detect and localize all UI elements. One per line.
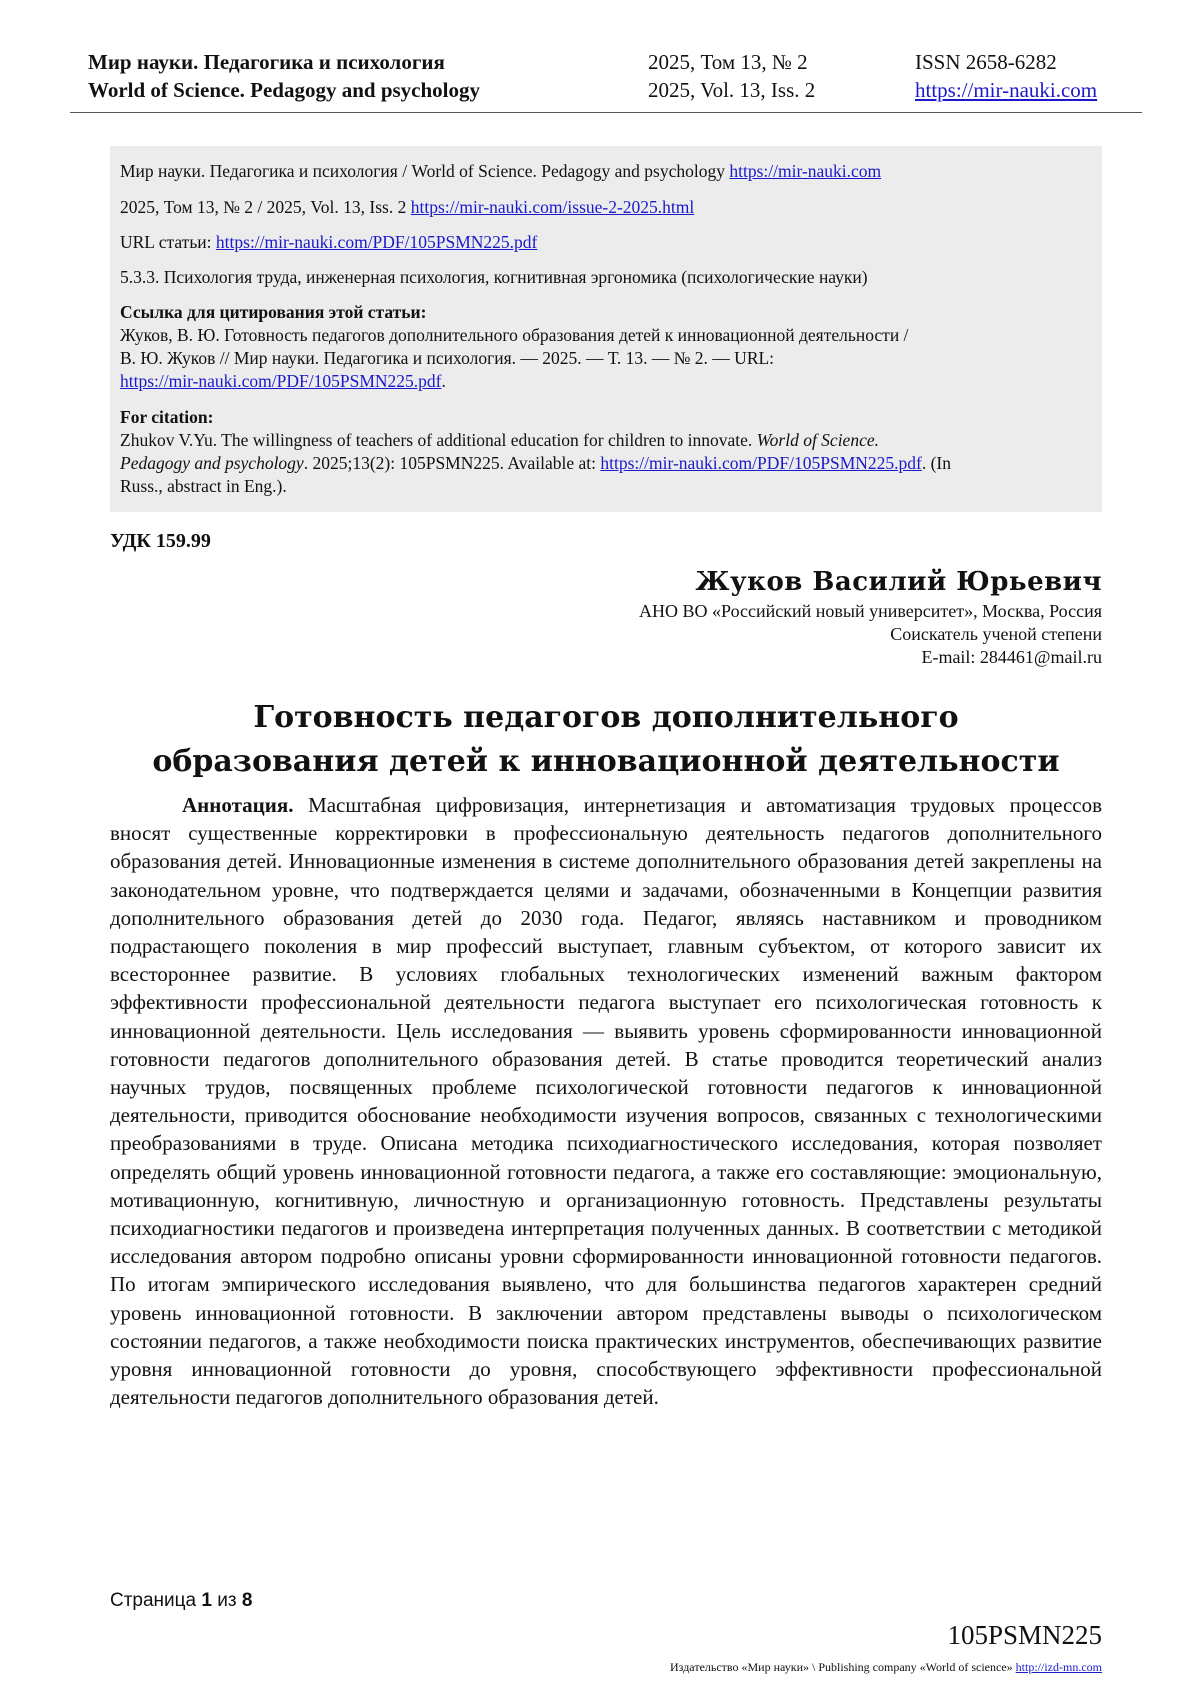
info-issue-link[interactable]: https://mir-nauki.com/issue-2-2025.html (410, 197, 695, 217)
info-article-link[interactable]: https://mir-nauki.com/PDF/105PSMN225.pdf (215, 232, 538, 252)
author-position: Соискатель ученой степени (890, 624, 1102, 644)
abstract-label: Аннотация. (182, 793, 294, 817)
info-journal-link[interactable]: https://mir-nauki.com (729, 161, 882, 181)
info-issue-line: 2025, Том 13, № 2 / 2025, Vol. 13, Iss. 2 https://mir-nauki.com/issue-2-2025.html (120, 197, 695, 217)
info-specialty: 5.3.3. Психология труда, инженерная психология, когнитивная эргономика (психологические науки) (120, 267, 868, 287)
cite-ru-line3: https://mir-nauki.com/PDF/105PSMN225.pdf. (120, 371, 446, 391)
cite-en-line2: Pedagogy and psychology. 2025;13(2): 105PSMN225. Available at: https://mir-nauki.com/PDF/105PSMN225.pdf. (In (120, 453, 952, 473)
cite-ru-heading: Ссылка для цитирования этой статьи: (120, 302, 427, 322)
journal-title-ru: Мир науки. Педагогика и психология (88, 50, 445, 74)
publisher-link[interactable]: http://izd-mn.com (1015, 1660, 1102, 1674)
page-counter: Страница 1 из 8 (110, 1590, 253, 1611)
cite-en-line1: Zhukov V.Yu. The willingness of teachers of additional education for children to innovate. World of Science. (120, 430, 879, 450)
udk-code: УДК 159.99 (110, 530, 211, 552)
cite-ru-line1: Жуков, В. Ю. Готовность педагогов дополнительного образования детей к инновационной деятельности / (120, 325, 909, 345)
cite-en-line3: Russ., abstract in Eng.). (120, 476, 287, 496)
cite-en-link[interactable]: https://mir-nauki.com/PDF/105PSMN225.pdf (600, 453, 922, 473)
journal-site-link[interactable]: https://mir-nauki.com (915, 78, 1098, 102)
info-article-url-line: URL статьи: https://mir-nauki.com/PDF/105PSMN225.pdf (120, 232, 538, 252)
article-title (110, 696, 1102, 784)
article-code: 105PSMN225 (947, 1620, 1102, 1650)
cite-en-heading: For citation: (120, 407, 214, 427)
publisher-line: Издательство «Мир науки» \ Publishing company «World of science» http://izd-mn.com (670, 1660, 1102, 1674)
cite-ru-link[interactable]: https://mir-nauki.com/PDF/105PSMN225.pdf (120, 371, 442, 391)
header-divider (70, 112, 1142, 113)
info-journal-line: Мир науки. Педагогика и психология / World of Science. Pedagogy and psychology https://mir-nauki.com (120, 161, 882, 181)
title-line-2: образования детей к инновационной деятельности (152, 744, 1060, 779)
issue-en: 2025, Vol. 13, Iss. 2 (648, 78, 816, 102)
abstract-text: Масштабная цифровизация, интернетизация и автоматизация трудовых процессов вносят существенные корректировки в профессиональную деятельность педагогов дополнительного образования детей. Инновационные изменения в системе дополнительного образования детей закреплены на законодательном уровне, что подтверждается целями и задачами, обозначенными в Концепции развития дополнительного образования детей до 2030 года. Педагог, являясь наставником и проводником подрастающего поколения в мир профессий выступает, главным субъектом, от которого зависит их всестороннее развитие. В условиях глобальных технологических изменений важным фактором эффективности профессиональной деятельности педагога выступает его психологическая готовность к инновационной деятельности. Цель исследования — выявить уровень сформированности инновационной готовности педагогов дополнительного образования детей. В статье проводится теоретический анализ научных трудов, посвященных проблеме психологической готовности педагогов к инновационной деятельности, приводится обоснование необходимости изучения вопросов, связанных с технологическими преобразованиями в труде. Описана методика психодиагностического исследования, которая позволяет определять общий уровень инновационной готовности педагога, а также его составляющие: эмоциональную, мотивационную, когнитивную, личностную и организационную готовность. Представлены результаты психодиагностики педагогов и произведена интерпретация полученных данных. В соответствии с методикой исследования автором подробно описаны уровни сформированности инновационной готовности педагогов. По итогам эмпирического исследования выявлено, что для большинства педагогов характерен средний уровень инновационной готовности. В заключении автором представлены выводы о психологическом состоянии педагогов, а также необходимости поиска практических инструментов, обеспечивающих развитие уровня инновационной готовности до уровня, способствующего эффективности профессиональной деятельности педагогов дополнительного образования детей. (110, 793, 1103, 1410)
journal-title-en: World of Science. Pedagogy and psychology (88, 78, 481, 102)
author-affiliation: АНО ВО «Российский новый университет», Москва, Россия (639, 601, 1102, 621)
author-name: Жуков Василий Юрьевич (695, 567, 1102, 597)
cite-ru-line2: В. Ю. Жуков // Мир науки. Педагогика и психология. — 2025. — Т. 13. — № 2. — URL: (120, 348, 775, 368)
title-line-1: Готовность педагогов дополнительного (253, 700, 959, 735)
abstract (110, 791, 1102, 1411)
author-email: E-mail: 284461@mail.ru (921, 647, 1102, 667)
issn: ISSN 2658-6282 (915, 50, 1057, 74)
issue-ru: 2025, Том 13, № 2 (648, 50, 808, 74)
